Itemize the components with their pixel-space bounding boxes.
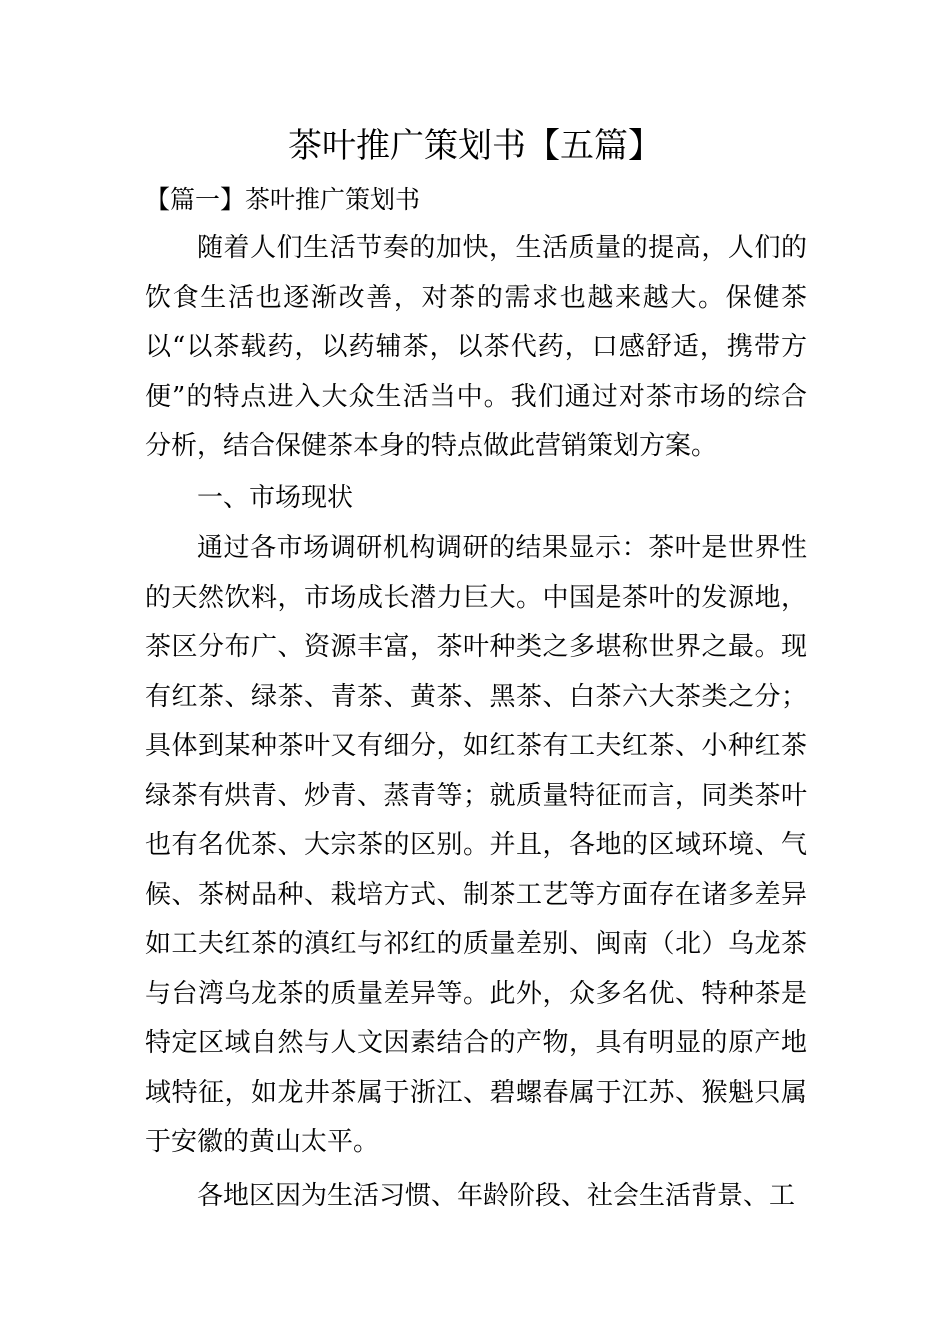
section-heading: 【篇一】茶叶推广策划书 bbox=[145, 185, 421, 214]
paragraph-regional-habits: 各地区因为生活习惯、年龄阶段、社会生活背景、工 bbox=[197, 1181, 796, 1211]
subheading-market-status: 一、市场现状 bbox=[197, 483, 354, 513]
paragraph-market-status: 通过各市场调研机构调研的结果显示：茶叶是世界性的天然饮料，市场成长潜力巨大。中国是茶叶的发源地，茶区分布广、资源丰富，茶叶种类之多堪称世界之最。现有红茶、绿茶、青茶、黄茶、黑茶、白茶六大茶类之分；具体到某种茶叶又有细分，如红茶有工夫红茶、小种红茶绿茶有烘青、炒青、蒸青等；就质量特征而言，同类茶叶也有名优茶、大宗茶的区别。并且，各地的区域环境、气候、茶树品种、栽培方式、制茶工艺等方面存在诸多差异如工夫红茶的滇红与祁红的质量差别、闽南（北）乌龙茶与台湾乌龙茶的质量差异等。此外，众多名优、特种茶是特定区域自然与人文因素结合的产物，具有明显的原产地域特征，如龙井茶属于浙江、碧螺春属于江苏、猴魁只属于安徽的黄山太平。 bbox=[145, 533, 807, 1157]
document-title: 茶叶推广策划书【五篇】 bbox=[288, 126, 662, 166]
paragraph-intro: 随着人们生活节奏的加快，生活质量的提高，人们的饮食生活也逐渐改善，对茶的需求也越来越大。保健茶以“以茶载药，以药辅茶，以茶代药，口感舒适，携带方便”的特点进入大众生活当中。我们通过对茶市场的综合分析，结合保健茶本身的特点做此营销策划方案。 bbox=[145, 233, 807, 461]
